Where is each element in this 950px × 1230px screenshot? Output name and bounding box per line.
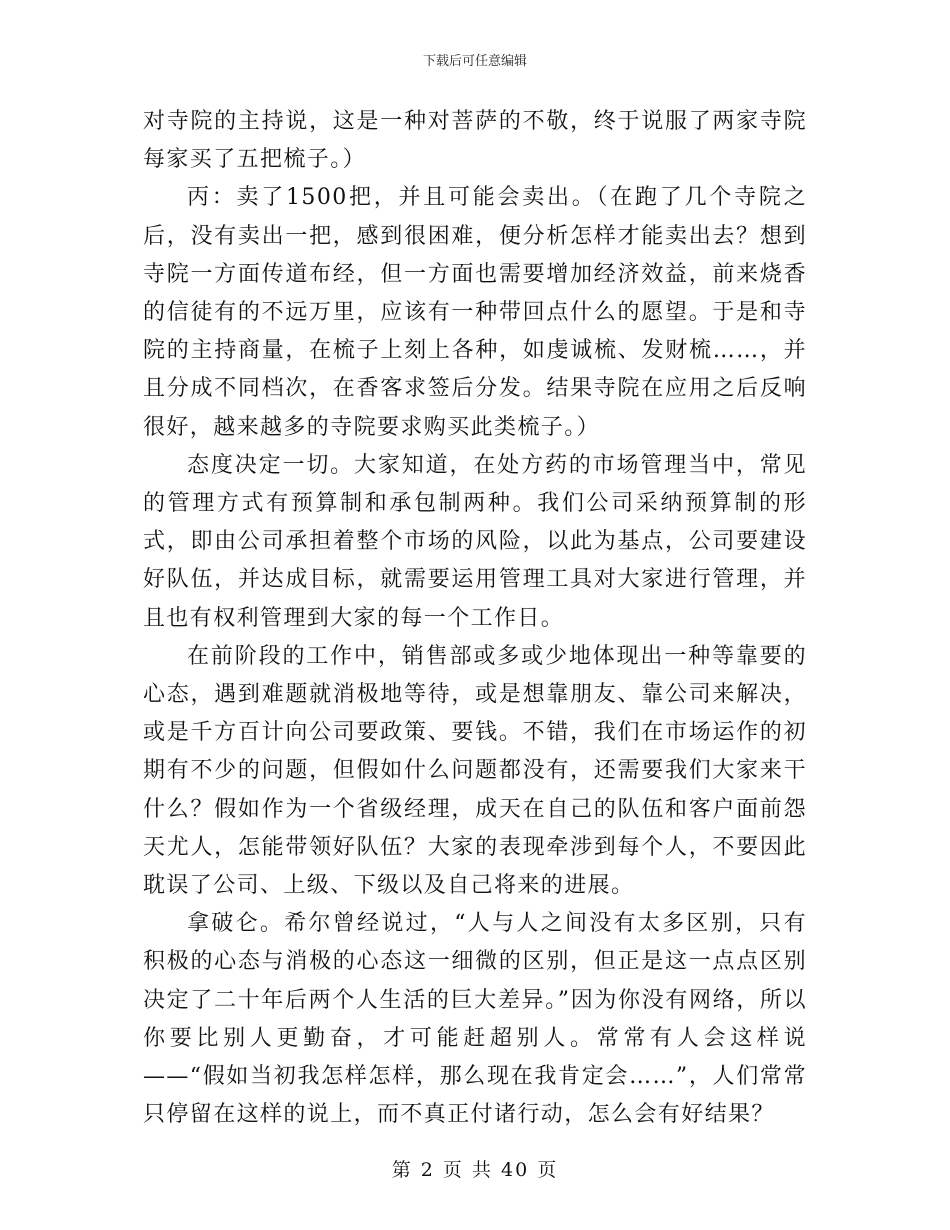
paragraph-2: 丙：卖了1500把，并且可能会卖出。（在跑了几个寺院之后，没有卖出一把，感到很困难，便分析怎样才能卖出去？想到寺院一方面传道布经，但一方面也需要增加经济效益，前来烧香的信徒有的不远万里，应该有一种带回点什么的愿望。于是和寺院的主持商量，在梳子上刻上各种，如虔诚梳、发财梳……，并且分成不同档次，在香客求签后分发。结果寺院在应用之后反响很好，越来越多的寺院要求购买此类梳子。） [143,185,807,440]
paragraph-1: 对寺院的主持说，这是一种对菩萨的不敬，终于说服了两家寺院每家买了五把梳子。） [143,109,807,173]
page-number-footer: 第 2 页 共 40 页 [391,1159,559,1181]
paragraph-3: 态度决定一切。大家知道，在处方药的市场管理当中，常见的管理方式有预算制和承包制两种。我们公司采纳预算制的形式，即由公司承担着整个市场的风险，以此为基点，公司要建设好队伍，并达成目标，就需要运用管理工具对大家进行管理，并且也有权利管理到大家的每一个工作日。 [143,452,807,631]
page-header: 下载后可任意编辑 [422,54,527,69]
document-body [143,103,807,1134]
paragraph-5: 拿破仑。希尔曾经说过，“人与人之间没有太多区别，只有积极的心态与消极的心态这一细微的区别，但正是这一点点区别决定了二十年后两个人生活的巨大差异。”因为你没有网络，所以你要比别人更勤奋，才可能赶超别人。常常有人会这样说——“假如当初我怎样怎样，那么现在我肯定会……”，人们常常只停留在这样的说上，而不真正付诸行动，怎么会有好结果？ [143,911,807,1128]
paragraph-4: 在前阶段的工作中，销售部或多或少地体现出一种等靠要的心态，遇到难题就消极地等待，或是想靠朋友、靠公司来解决，或是千方百计向公司要政策、要钱。不错，我们在市场运作的初期有不少的问题，但假如什么问题都没有，还需要我们大家来干什么？假如作为一个省级经理，成天在自己的队伍和客户面前怨天尤人，怎能带领好队伍？大家的表现牵涉到每个人，不要因此耽误了公司、上级、下级以及自己将来的进展。 [143,643,807,899]
